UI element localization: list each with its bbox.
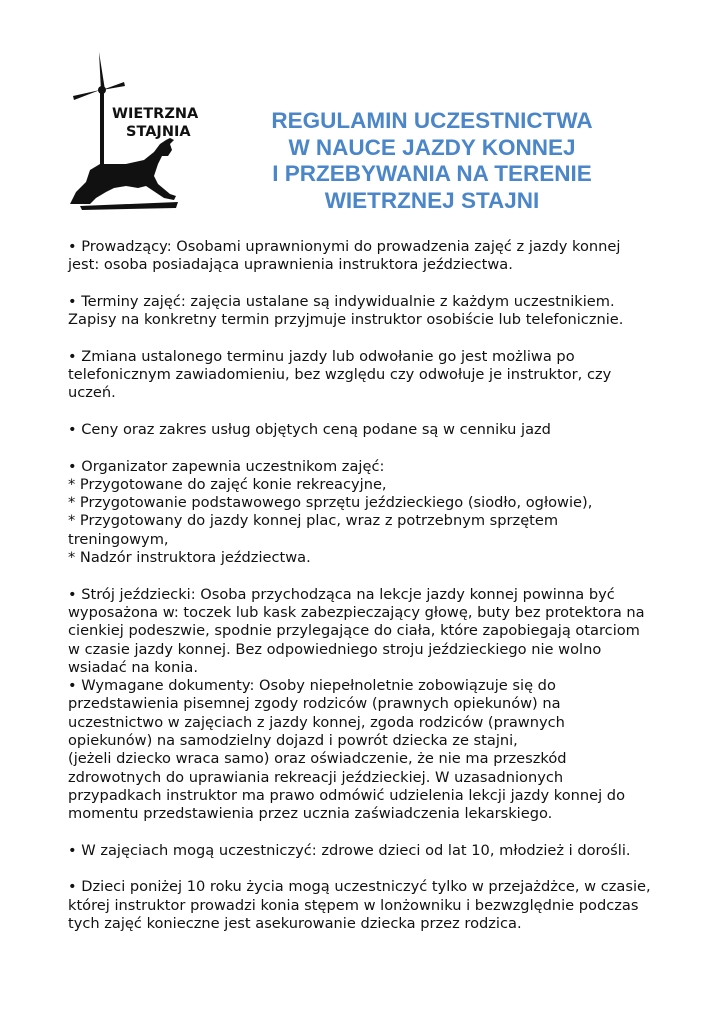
paragraph-line: uczestnictwo w zajęciach z jazdy konnej, zgoda rodziców (prawnych <box>68 713 565 731</box>
regulation-paragraph <box>68 586 668 677</box>
logo-line-2: STAJNIA <box>126 124 191 140</box>
regulation-paragraph <box>68 293 668 330</box>
paragraph-line: • Wymagane dokumenty: Osoby niepełnoletnie zobowiązuje się do <box>68 677 556 695</box>
regulation-paragraph <box>68 458 668 568</box>
paragraph-line: * Przygotowany do jazdy konnej plac, wraz z potrzebnym sprzętem <box>68 512 559 530</box>
document-title <box>232 108 632 214</box>
paragraph-line: telefonicznym zawiadomieniu, bez względu czy odwołuje je instruktor, czy <box>68 366 612 384</box>
regulation-paragraph <box>68 677 668 823</box>
paragraph-line: jest: osoba posiadająca uprawnienia instruktora jeździectwa. <box>68 256 513 274</box>
paragraph-line: * Przygotowane do zajęć konie rekreacyjne, <box>68 475 387 493</box>
paragraph-line: wsiadać na konia. <box>68 658 198 676</box>
paragraph-line: * Przygotowanie podstawowego sprzętu jeździeckiego (siodło, ogłowie), <box>68 494 593 512</box>
title-line: REGULAMIN UCZESTNICTWA <box>271 108 593 133</box>
paragraph-line: (jeżeli dziecko wraca samo) oraz oświadczenie, że nie ma przeszkód <box>68 750 567 768</box>
paragraph-line: w czasie jazdy konnej. Bez odpowiedniego stroju jeździeckiego nie wolno <box>68 640 602 658</box>
title-line: I PRZEBYWANIA NA TERENIE <box>272 161 592 186</box>
title-line: W NAUCE JAZDY KONNEJ <box>288 134 576 160</box>
paragraph-line: przedstawienia pisemnej zgody rodziców (prawnych opiekunów) na <box>68 695 561 713</box>
paragraph-line: treningowym, <box>68 530 169 548</box>
paragraph-line: wyposażona w: toczek lub kask zabezpieczający głowę, buty bez protektora na <box>68 603 645 621</box>
paragraph-line: której instruktor prowadzi konia stępem w lonżowniku i bezwzględnie podczas <box>68 896 639 914</box>
paragraph-line: • Terminy zajęć: zajęcia ustalane są indywidualnie z każdym uczestnikiem. <box>68 292 615 310</box>
stable-logo <box>66 52 212 212</box>
paragraph-line: • Zmiana ustalonego terminu jazdy lub odwołanie go jest możliwa po <box>68 347 575 365</box>
paragraph-line: opiekunów) na samodzielny dojazd i powrót dziecka ze stajni, <box>68 732 518 750</box>
paragraph-line: • Strój jeździecki: Osoba przychodząca na lekcje jazdy konnej powinna być <box>68 585 615 603</box>
paragraph-line: • Ceny oraz zakres usług objętych ceną podane są w cenniku jazd <box>68 420 551 438</box>
paragraph-line: zdrowotnych do uprawiania rekreacji jeździeckiej. W uzasadnionych <box>68 768 564 786</box>
paragraph-line: tych zajęć konieczne jest asekurowanie dziecka przez rodzica. <box>68 914 522 932</box>
regulation-paragraph <box>68 842 668 860</box>
paragraph-line: • W zajęciach mogą uczestniczyć: zdrowe dzieci od lat 10, młodzież i dorośli. <box>68 841 631 859</box>
regulation-paragraph <box>68 238 668 275</box>
paragraph-line: • Dzieci poniżej 10 roku życia mogą uczestniczyć tylko w przejażdżce, w czasie, <box>68 878 651 896</box>
title-line: WIETRZNEJ STAJNI <box>324 187 540 213</box>
windmill-horse-icon <box>66 52 212 212</box>
regulations-body <box>68 238 668 952</box>
paragraph-line: * Nadzór instruktora jeździectwa. <box>68 549 311 567</box>
paragraph-line: momentu przedstawienia przez ucznia zaświadczenia lekarskiego. <box>68 805 553 823</box>
paragraph-line: Zapisy na konkretny termin przyjmuje instruktor osobiście lub telefonicznie. <box>68 311 624 329</box>
paragraph-line: uczeń. <box>68 384 116 402</box>
paragraph-line: przypadkach instruktor ma prawo odmówić udzielenia lekcji jazdy konnej do <box>68 786 625 804</box>
regulation-paragraph <box>68 878 668 933</box>
logo-line-1: WIETRZNA <box>112 106 199 122</box>
paragraph-line: • Prowadzący: Osobami uprawnionymi do prowadzenia zajęć z jazdy konnej <box>68 238 621 255</box>
regulation-paragraph <box>68 421 668 439</box>
paragraph-line: cienkiej podeszwie, spodnie przylegające do ciała, które zapobiegają otarciom <box>68 622 640 640</box>
paragraph-line: • Organizator zapewnia uczestnikom zajęć: <box>68 457 385 475</box>
regulation-paragraph <box>68 348 668 403</box>
